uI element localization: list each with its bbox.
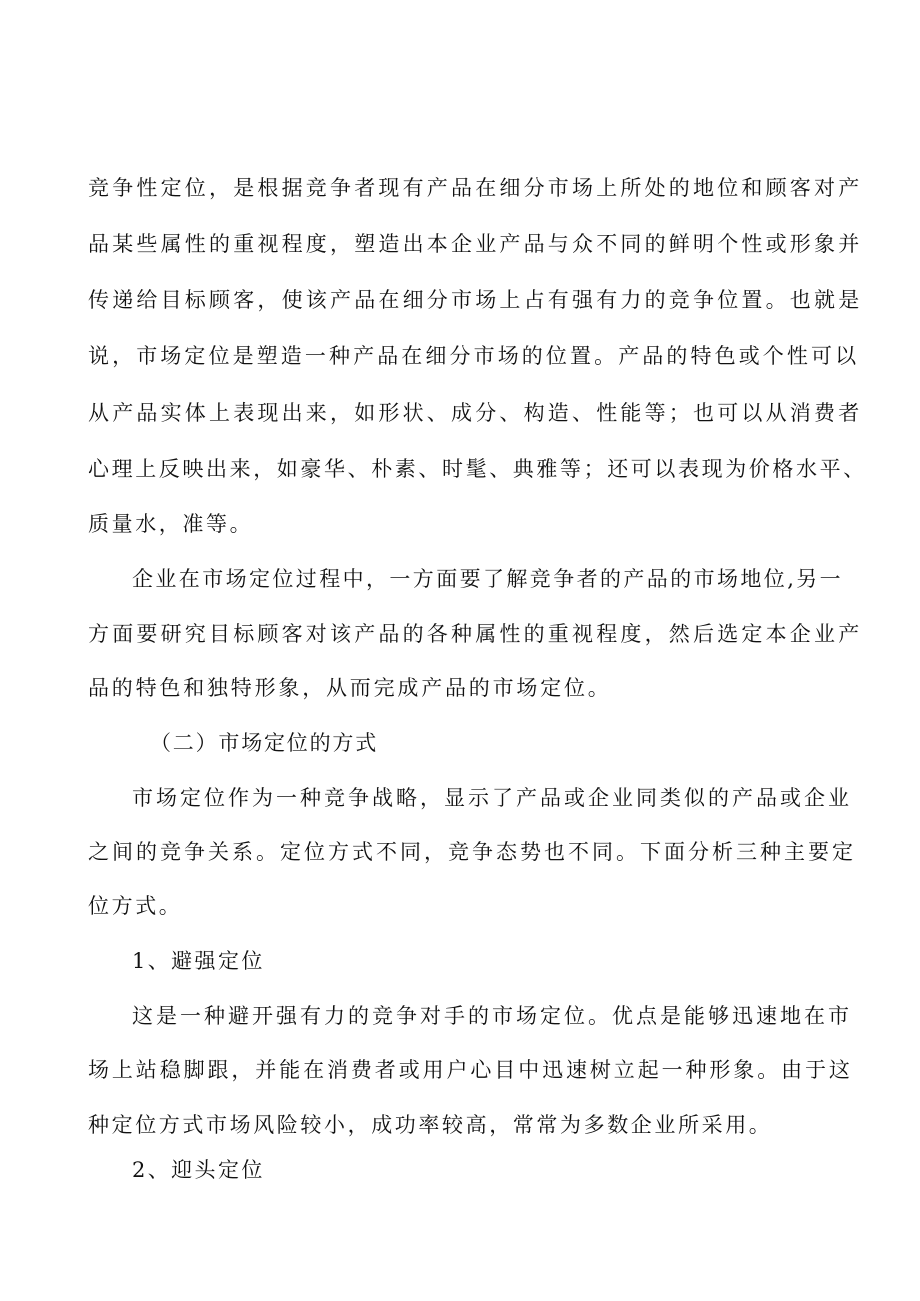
text-line: 这是一种避开强有力的竞争对手的市场定位。优点是能够迅速地在市 <box>132 1004 852 1028</box>
text-line: 竞争性定位，是根据竞争者现有产品在细分市场上所处的地位和顾客对产 <box>88 176 863 200</box>
text-line: 方面要研究目标顾客对该产品的各种属性的重视程度，然后选定本企业产 <box>88 622 863 646</box>
text-line: 质量水，准等。 <box>88 512 254 536</box>
text-line: 心理上反映出来，如豪华、朴素、时髦、典雅等；还可以表现为价格水平、 <box>88 457 867 481</box>
text-line: 市场定位作为一种竞争战略，显示了产品或企业同类似的产品或企业 <box>132 786 852 810</box>
subheading-head-on-positioning: 2、迎头定位 <box>132 1158 265 1182</box>
text-line: 传递给目标顾客，使该产品在细分市场上占有强有力的竞争位置。也就是 <box>88 288 863 312</box>
text-line: 之间的竞争关系。定位方式不同，竞争态势也不同。下面分析三种主要定 <box>88 840 856 864</box>
text-line: 场上站稳脚跟，并能在消费者或用户心目中迅速树立起一种形象。由于这 <box>88 1058 853 1082</box>
text-line: 品某些属性的重视程度，塑造出本企业产品与众不同的鲜明个性或形象并 <box>88 232 863 256</box>
subheading-avoidance-positioning: 1、避强定位 <box>132 949 265 973</box>
text-line: 说，市场定位是塑造一种产品在细分市场的位置。产品的特色或个性可以 <box>88 344 860 368</box>
text-line: 企业在市场定位过程中，一方面要了解竞争者的产品的市场地位,另一 <box>132 567 844 591</box>
text-line: 位方式。 <box>88 894 183 918</box>
text-line: 从产品实体上表现出来，如形状、成分、构造、性能等；也可以从消费者 <box>88 401 863 425</box>
section-heading: （二）市场定位的方式 <box>150 731 378 755</box>
text-line: 品的特色和独特形象，从而完成产品的市场定位。 <box>88 676 612 700</box>
text-line: 种定位方式市场风险较小，成功率较高，常常为多数企业所采用。 <box>88 1113 773 1137</box>
